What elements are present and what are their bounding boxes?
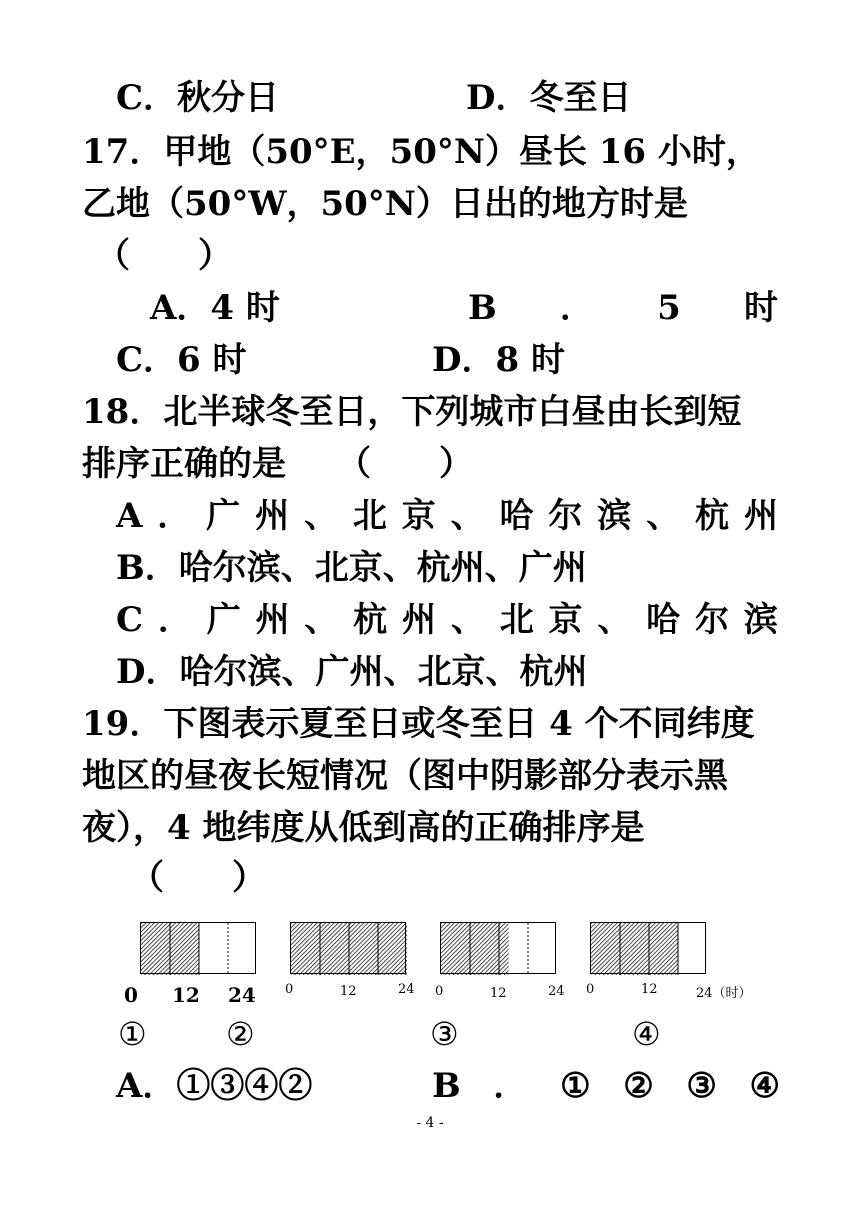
- q18-option-c-char: 京: [548, 600, 583, 640]
- q18-option-a-char: 北: [352, 496, 387, 536]
- box-4-label: ④: [632, 1015, 661, 1053]
- day-night-box-4-drawing: [591, 923, 707, 975]
- box-1-tick-0: 0: [124, 983, 138, 1007]
- q19-option-b: [432, 1066, 780, 1106]
- q18-option-a-char: A: [116, 496, 143, 536]
- q19-line-2: 地区的昼夜长短情况（图中阴影部分表示黑: [82, 756, 728, 796]
- q19-option-b-item: ①: [560, 1066, 591, 1106]
- day-night-box-1: [140, 922, 256, 974]
- q18-option-a-char: 哈: [499, 496, 534, 536]
- q18-option-a-char: 、: [303, 496, 338, 536]
- q18-option-c-char: ．: [157, 600, 192, 640]
- q19-option-b-dot: ．: [493, 1066, 528, 1106]
- q18-option-c-char: 、: [304, 600, 339, 640]
- box-2-tick-0: 0: [285, 982, 294, 997]
- q17-option-b-letter: B: [468, 288, 497, 328]
- q18-option-a-char: 尔: [548, 496, 583, 536]
- day-night-box-3-drawing: [441, 923, 557, 975]
- q18-option-d: D．哈尔滨、广州、北京、杭州: [116, 652, 588, 692]
- box-3-tick-0: 0: [435, 984, 444, 999]
- box-1-tick-24: 24: [228, 983, 256, 1007]
- q18-option-c-char: 哈: [646, 600, 681, 640]
- day-night-box-3: [440, 922, 556, 974]
- q17-option-b-unit: 时: [743, 288, 778, 328]
- q18-option-a: [116, 496, 778, 536]
- box-4-tick-0: 0: [586, 982, 595, 997]
- q17-option-c: C．6 时: [116, 340, 247, 380]
- q18-option-a-char: 、: [450, 496, 485, 536]
- box-1-label: ①: [118, 1015, 147, 1053]
- q19-option-b-item: ④: [749, 1066, 780, 1106]
- box-2-tick-24: 24: [398, 982, 415, 997]
- q18-option-a-char: 州: [255, 496, 290, 536]
- q17-option-b-dot: ．: [559, 288, 594, 328]
- q19-option-b-letter: B: [432, 1066, 461, 1106]
- q17-option-b: [468, 288, 778, 328]
- q18-option-c-char: 、: [597, 600, 632, 640]
- q18-option-c-char: 州: [255, 600, 290, 640]
- box-3-tick-24: 24: [548, 984, 565, 999]
- q16-option-d: D．冬至日: [466, 78, 632, 118]
- q17-option-b-number: 5: [657, 288, 681, 328]
- q18-option-a-char: ．: [157, 496, 192, 536]
- q19-option-b-item: ②: [623, 1066, 654, 1106]
- day-night-box-2: [290, 922, 406, 974]
- q19-line-3: 夜），4 地纬度从低到高的正确排序是: [82, 808, 645, 848]
- q18-option-c: [116, 600, 778, 640]
- q18-option-c-char: 北: [499, 600, 534, 640]
- page-number: - 4 -: [416, 1115, 444, 1131]
- q18-option-a-char: 、: [646, 496, 681, 536]
- q19-option-b-item: ③: [686, 1066, 717, 1106]
- q18-line-1: 18．北半球冬至日，下列城市白昼由长到短: [82, 392, 742, 432]
- box-4-tick-12: 12: [641, 982, 658, 997]
- box-2-label: ②: [226, 1015, 255, 1053]
- q18-option-a-char: 滨: [597, 496, 632, 536]
- q19-option-a: A．①③④②: [116, 1066, 313, 1106]
- q19-answer-bracket: （ ）: [130, 858, 266, 898]
- q18-option-b: B．哈尔滨、北京、杭州、广州: [116, 548, 587, 588]
- q17-answer-bracket: （ ）: [96, 236, 232, 276]
- q18-option-c-char: 尔: [695, 600, 729, 640]
- q18-option-c-char: 广: [206, 600, 241, 640]
- q18-line-2: 排序正确的是 （ ）: [82, 444, 473, 484]
- q18-option-c-char: 滨: [743, 600, 778, 640]
- night-shading: [591, 923, 678, 975]
- q18-option-c-char: 、: [450, 600, 485, 640]
- q18-option-a-char: 广: [206, 496, 241, 536]
- box-3-label: ③: [430, 1015, 459, 1053]
- q18-option-c-char: C: [116, 600, 144, 640]
- day-night-box-1-drawing: [141, 923, 257, 975]
- box-4-tick-24: 24（时）: [696, 986, 752, 1001]
- q18-option-c-char: 杭: [353, 600, 388, 640]
- q19-line-1: 19．下图表示夏至日或冬至日 4 个不同纬度: [82, 704, 755, 744]
- q18-option-c-char: 州: [402, 600, 437, 640]
- q18-option-a-char: 杭: [695, 496, 730, 536]
- q17-line-2: 乙地（50°W，50°N）日出的地方时是: [82, 184, 688, 224]
- box-1-tick-12: 12: [172, 983, 200, 1007]
- day-night-box-2-drawing: [291, 923, 407, 975]
- q18-option-a-char: 京: [401, 496, 436, 536]
- q16-option-c: C．秋分日: [116, 78, 280, 118]
- box-3-tick-12: 12: [490, 986, 507, 1001]
- day-night-box-4: [590, 922, 706, 974]
- q17-option-d: D．8 时: [432, 340, 565, 380]
- q17-option-a: A．4 时: [150, 288, 280, 328]
- q18-option-a-char: 州: [743, 496, 778, 536]
- box-2-tick-12: 12: [340, 984, 357, 999]
- q17-line-1: 17．甲地（50°E，50°N）昼长 16 小时，: [82, 132, 760, 172]
